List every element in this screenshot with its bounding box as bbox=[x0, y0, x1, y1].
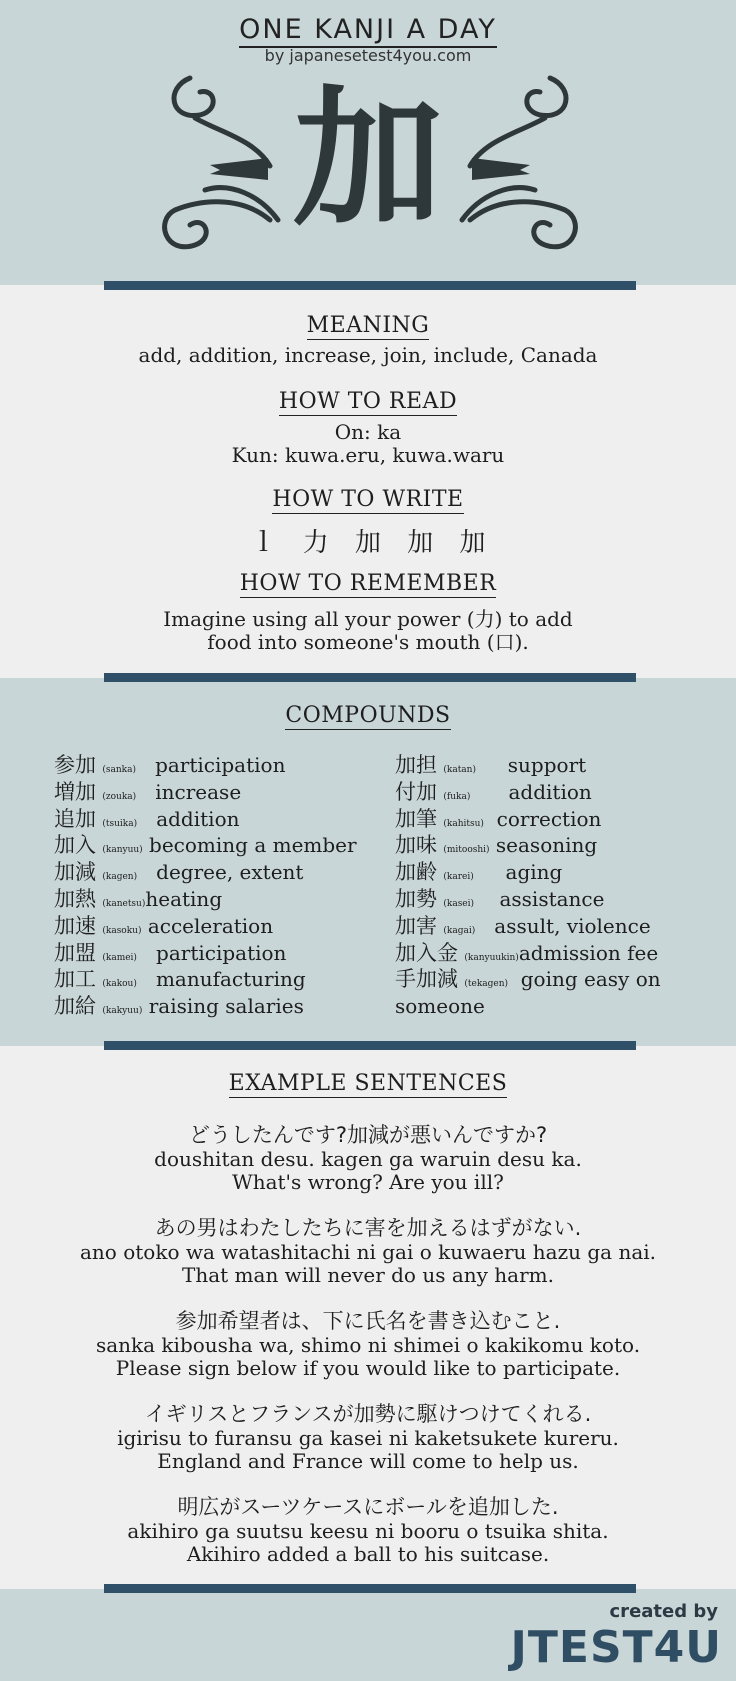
example-romaji: akihiro ga suutsu keesu ni booru o tsuika shita. bbox=[127, 1519, 609, 1543]
remember-heading: HOW TO REMEMBER bbox=[239, 571, 497, 596]
reading-heading: HOW TO READ bbox=[278, 389, 458, 414]
remember-line-1: Imagine using all your power (力) to add bbox=[163, 607, 573, 631]
example-romaji: ano otoko wa watashitachi ni gai o kuwaeru hazu ga nai. bbox=[80, 1240, 656, 1264]
example-romaji: doushitan desu. kagen ga waruin desu ka. bbox=[154, 1147, 582, 1171]
created-by-label: created by bbox=[609, 1601, 718, 1622]
meaning-heading: MEANING bbox=[306, 313, 430, 338]
example-english: That man will never do us any harm. bbox=[182, 1263, 554, 1287]
example-japanese: 参加希望者は、下に氏名を書き込むこと. bbox=[175, 1309, 561, 1333]
featured-kanji: 加 bbox=[292, 73, 443, 247]
compound-item: someone bbox=[395, 994, 485, 1019]
compound-item: 加入 (kanyuu) becoming a member bbox=[54, 833, 357, 858]
example-english: England and France will come to help us. bbox=[157, 1449, 579, 1473]
compound-item: 手加減 (tekagen) going easy on bbox=[395, 967, 661, 992]
compound-item: 加減 (kagen) degree, extent bbox=[54, 860, 304, 885]
divider bbox=[104, 1584, 636, 1593]
meaning-text: add, addition, increase, join, include, Canada bbox=[138, 343, 598, 367]
compound-item: 増加 (zouka) increase bbox=[54, 779, 242, 804]
example-english: What's wrong? Are you ill? bbox=[232, 1170, 504, 1194]
compound-item: 加味 (mitooshi) seasoning bbox=[395, 833, 598, 858]
compound-item: 加盟 (kamei) participation bbox=[54, 940, 287, 965]
remember-line-2: food into someone's mouth (口). bbox=[207, 630, 529, 654]
divider bbox=[104, 1041, 636, 1050]
writing-heading: HOW TO WRITE bbox=[272, 487, 464, 512]
compounds-left-list bbox=[54, 752, 394, 1020]
compound-item: 参加 (sanka) participation bbox=[54, 753, 286, 777]
compound-item: 付加 (fuka) addition bbox=[395, 779, 592, 804]
example-japanese: 明広がスーツケースにボールを追加した. bbox=[177, 1495, 559, 1519]
compound-item: 追加 (tsuika) addition bbox=[54, 806, 240, 831]
compound-item: 加勢 (kasei) assistance bbox=[395, 886, 605, 911]
examples-heading: EXAMPLE SENTENCES bbox=[228, 1071, 508, 1096]
compound-item: 加入金 (kanyuukin)admission fee bbox=[395, 940, 659, 965]
example-english: Akihiro added a ball to his suitcase. bbox=[186, 1542, 550, 1566]
example-english: Please sign below if you would like to participate. bbox=[115, 1356, 621, 1380]
example-japanese: あの男はわたしたちに害を加えるはずがない. bbox=[154, 1216, 582, 1240]
page-title: ONE KANJI A DAY bbox=[0, 14, 736, 45]
compounds-right-list bbox=[395, 752, 735, 1020]
compound-item: 加筆 (kahitsu) correction bbox=[395, 806, 602, 831]
compound-item: 加給 (kakyuu) raising salaries bbox=[54, 994, 304, 1019]
divider bbox=[104, 281, 636, 290]
brand-logo: JTEST4U bbox=[510, 1622, 722, 1673]
site-credit: by japanesetest4you.com bbox=[264, 46, 472, 65]
on-reading: On: ka bbox=[334, 420, 402, 444]
compound-item: 加担 (katan) support bbox=[395, 753, 587, 777]
compound-item: 加工 (kakou) manufacturing bbox=[54, 967, 306, 992]
compound-item: 加熱 (kanetsu)heating bbox=[54, 886, 223, 911]
stroke-order: ｌ 力 加 加 加 bbox=[250, 528, 486, 558]
example-romaji: sanka kibousha wa, shimo ni shimei o kakikomu koto. bbox=[95, 1333, 641, 1357]
divider bbox=[104, 673, 636, 682]
example-japanese: イギリスとフランスが加勢に駆けつけてくれる. bbox=[144, 1402, 592, 1426]
example-japanese: どうしたんです?加減が悪いんですか? bbox=[188, 1123, 548, 1147]
compound-item: 加害 (kagai) assult, violence bbox=[395, 913, 651, 938]
compounds-heading: COMPOUNDS bbox=[285, 703, 451, 728]
example-romaji: igirisu to furansu ga kasei ni kaketsukete kureru. bbox=[117, 1426, 619, 1450]
kun-reading: Kun: kuwa.eru, kuwa.waru bbox=[231, 443, 505, 467]
compound-item: 加速 (kasoku) acceleration bbox=[54, 913, 274, 938]
compound-item: 加齢 (karei) aging bbox=[395, 860, 563, 885]
